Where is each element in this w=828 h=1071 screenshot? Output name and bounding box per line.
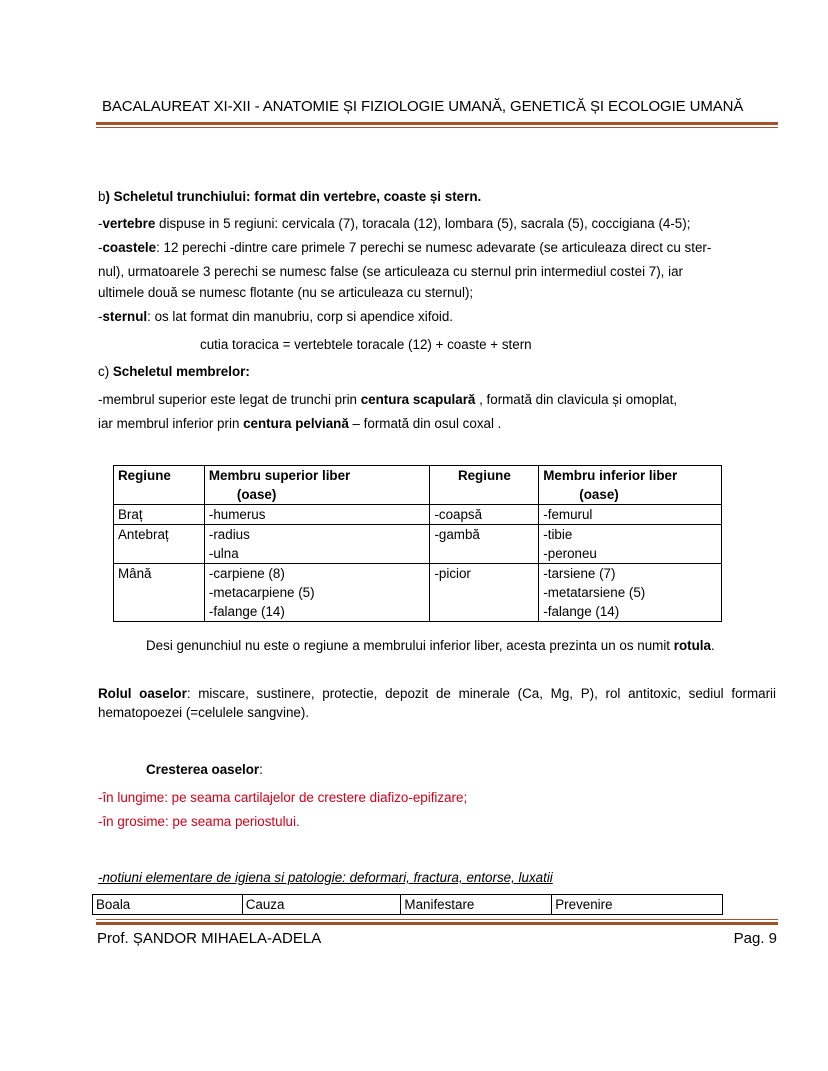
footer-page-number: Pag. 9 [733, 930, 777, 947]
section-c-title: c) Scheletul membrelor: [98, 364, 250, 379]
header-rule-thin [96, 127, 778, 128]
section-b-title: b) Scheletul trunchiului: format din vertebre, coaste și stern. [98, 189, 482, 204]
disease-table [92, 894, 723, 915]
sternul-line: -sternul: os lat format din manubriu, corp si apendice xifoid. [98, 309, 454, 324]
cell-lower-bones: -tarsiene (7) -metatarsiene (5) -falange (14) [539, 564, 722, 622]
header-membru-inferior: Membru inferior liber (oase) [539, 466, 722, 505]
table-row [114, 525, 722, 564]
cell-lower-bones: -tibie -peroneu [539, 525, 722, 564]
crestere-lungime: -în lungime: pe seama cartilajelor de crestere diafizo-epifizare; [98, 790, 468, 805]
cell-upper-bones: -carpiene (8) -metacarpiene (5) -falange (14) [204, 564, 430, 622]
igiena-title: -notiuni elementare de igiena si patologie: deformari, fractura, entorse, luxatii [98, 870, 553, 885]
coastele-line-1: -coastele: 12 perechi -dintre care primele 7 perechi se numesc adevarate (se articuleaza direct cu ster- [98, 240, 712, 255]
cell-upper-bones: -radius -ulna [204, 525, 430, 564]
header-manifestare: Manifestare [401, 895, 552, 915]
bones-table [113, 465, 722, 622]
rolul-oaselor-paragraph: Rolul oaselor: miscare, sustinere, protectie, depozit de minerale (Ca, Mg, P), rol antitoxic, sediul formarii hematopoezei (=celulele sangvine). [98, 686, 776, 720]
bones-table-header [114, 466, 722, 505]
coastele-line-2: nul), urmatoarele 3 perechi se numesc false (se articuleaza cu sternul prin intermediul costei 7), iar [98, 264, 683, 279]
coastele-line-3: ultimele două se numesc flotante (nu se articuleaza cu sternul); [98, 285, 474, 300]
membru-superior-line: -membrul superior este legat de trunchi prin centura scapulară , formată din clavicula și omoplat, [98, 392, 678, 407]
cell-region: Braț [114, 505, 205, 525]
cresterea-title: Cresterea oaselor: [146, 762, 263, 777]
table-row [114, 564, 722, 622]
cell-region-lower: -gambă [430, 525, 539, 564]
header-cauza: Cauza [242, 895, 401, 915]
cell-region: Mână [114, 564, 205, 622]
cutia-toracica-formula: cutia toracica = vertebtele toracale (12) + coaste + stern [200, 337, 532, 352]
footer-rule-thin [96, 919, 778, 920]
cell-region-lower: -coapsă [430, 505, 539, 525]
header-regiune-2: Regiune [430, 466, 539, 505]
cell-region: Antebraț [114, 525, 205, 564]
table-row [114, 505, 722, 525]
cell-lower-bones: -femurul [539, 505, 722, 525]
header-regiune-1: Regiune [114, 466, 205, 505]
page-header: BACALAUREAT XI-XII - ANATOMIE ȘI FIZIOLOGIE UMANĂ, GENETICĂ ȘI ECOLOGIE UMANĂ [102, 98, 744, 115]
disease-table-header [93, 895, 723, 915]
footer-rule [96, 922, 778, 925]
cell-upper-bones: -humerus [204, 505, 430, 525]
cell-region-lower: -picior [430, 564, 539, 622]
vertebre-line: -vertebre dispuse in 5 regiuni: cervicala (7), toracala (12), lombara (5), sacrala (5), coccigiana (4-5); [98, 216, 691, 231]
header-boala: Boala [93, 895, 243, 915]
crestere-grosime: -în grosime: pe seama periostului. [98, 814, 300, 829]
header-prevenire: Prevenire [552, 895, 723, 915]
genunchi-paragraph: Desi genunchiul nu este o regiune a membrului inferior liber, acesta prezinta un os numit rotula. [146, 638, 715, 653]
header-rule [96, 122, 778, 125]
footer-author: Prof. ȘANDOR MIHAELA-ADELA [97, 930, 322, 947]
header-membru-superior: Membru superior liber (oase) [204, 466, 430, 505]
membru-inferior-line: iar membrul inferior prin centura pelviană – formată din osul coxal . [98, 416, 502, 431]
